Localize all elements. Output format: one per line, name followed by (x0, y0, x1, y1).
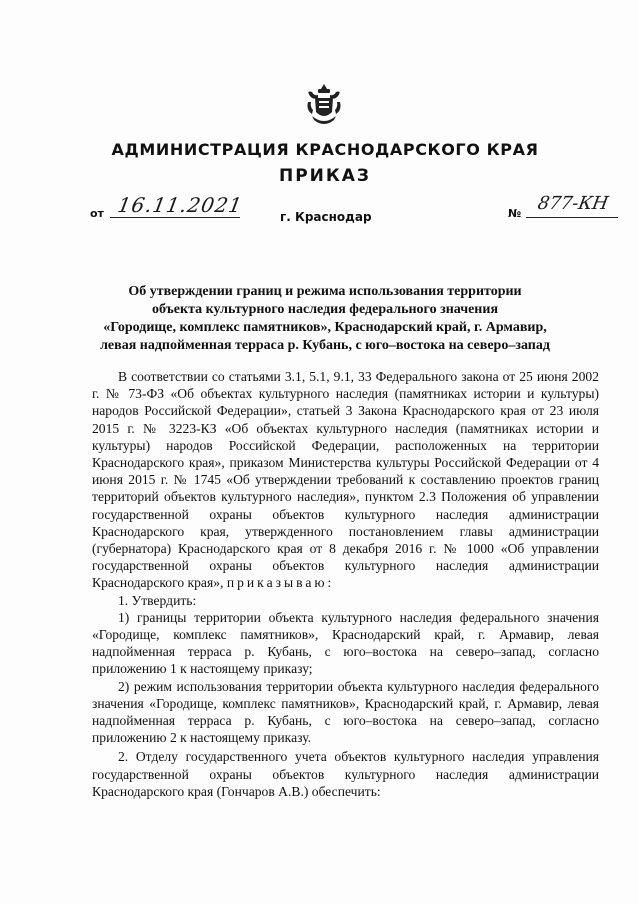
subject-line: объекта культурного наследия федерального значения (151, 302, 499, 317)
subject-line: «Городище, комплекс памятников», Краснодарский край, г. Армавир, (103, 320, 547, 335)
item-2: 2. Отделу государственного учета объектов культурного наследия управления государственной охраны объектов культурного наследия администрации Краснодарского края (Гончаров А.В.) обеспечить: (92, 749, 599, 799)
date-underline (110, 217, 240, 218)
preamble-paragraph (92, 368, 599, 592)
handwritten-date: 16.11.2021 (115, 193, 245, 217)
document-type: ПРИКАЗ (278, 166, 372, 186)
subject-line: Об утверждении границ и режима использования территории (128, 284, 522, 299)
number-underline (526, 217, 618, 218)
preamble-text: В соответствии со статьями 3.1, 5.1, 9.1, 33 Федерального закона от 25 июня 2002 г. № 73-ФЗ «Об объектах культурного наследия (памятниках истории и культуры) народов Российской Федерации», статьей 3 Закона Краснодарского края от 23 июля 2015 г. № 3223-КЗ «Об объектах культурного наследия (памятниках истории и культуры) народов Российской Федерации, расположенных на территории Краснодарского края», приказом Министерства культуры Российской Федерации от 4 июня 2015 г. № 1745 «Об утверждении требований к составлению проектов границ территорий объектов культурного наследия», пунктом 2.3 Положения об управлении государственной охраны объектов культурного наследия администрации Краснодарского края, утвержденного постановлением главы администрации (губернатора) Краснодарского края от 8 декабря 2016 г. № 1000 «Об управлении государственной охраны объектов культурного наследия администрации Краснодарского края», (92, 369, 599, 591)
item-1-1: 1) границы территории объекта культурного наследия федерального значения «Городище, комплекс памятников», Краснодарский край, г. Армавир, левая надпойменная терраса р. Кубань, с юго–востока на северо–запад, согласно приложению 1 к настоящему приказу; (92, 609, 599, 677)
coat-of-arms-icon (304, 82, 344, 128)
item-1: 1. Утвердить: (118, 592, 197, 608)
subject-line: левая надпойменная терраса р. Кубань, с юго–востока на северо–запад (100, 338, 550, 353)
document-subject (80, 283, 570, 355)
organization-name: АДМИНИСТРАЦИЯ КРАСНОДАРСКОГО КРАЯ (111, 140, 539, 159)
city-name: г. Краснодар (280, 210, 372, 224)
document-body (92, 368, 599, 800)
item-1-2: 2) режим использования территории объекта культурного наследия федерального значения «Городище, комплекс памятников», Краснодарский край, г. Армавир, левая надпойменная терраса р. Кубань, с юго–востока на северо–запад, согласно приложению 2 к настоящему приказу. (92, 678, 599, 746)
handwritten-number: 877-КН (536, 193, 610, 214)
order-word: приказываю: (226, 575, 335, 591)
number-label: № (508, 207, 522, 220)
date-label: от (90, 207, 104, 220)
